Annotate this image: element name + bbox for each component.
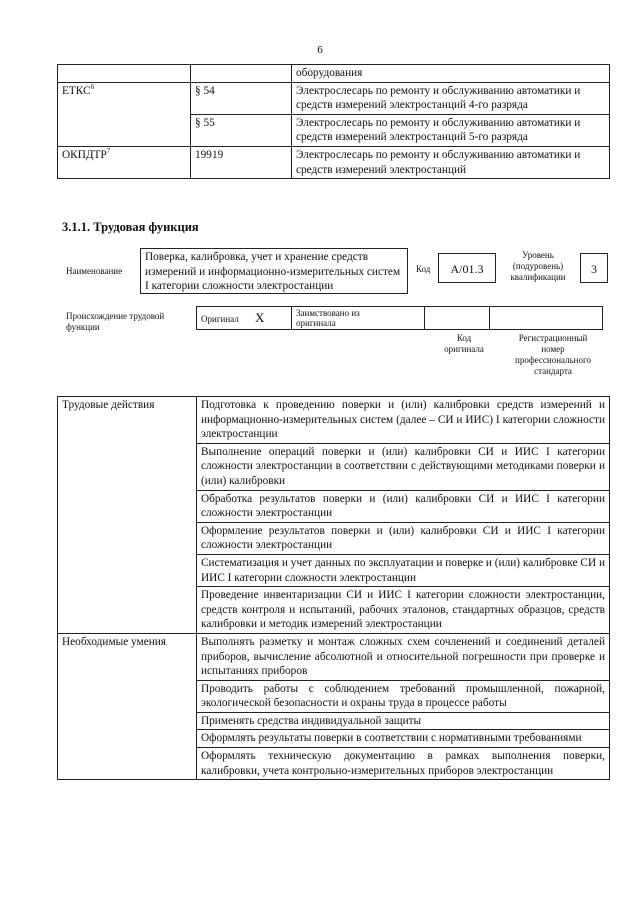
action-item: Подготовка к проведению поверки и (или) калибровки средств измерений и информационно-измерительных систем (далее – СИ и ИИС) I категории сложности электростанции [197,397,610,444]
table-row [197,307,603,330]
action-item: Проведение инвентаризации СИ и ИИС I категории сложности электростанции, средств контроля и испытаний, рабочих эталонов, стандартных образцов, средств калибровки и методик измерений электростанции [197,587,610,634]
table-cell [58,146,191,178]
caption-line: профессионального [515,355,591,365]
table-row [58,397,610,444]
table-cell [58,65,191,83]
table-cell: § 54 [191,82,292,114]
table-row [58,633,610,680]
caption-line: Регистрационный [518,333,588,343]
table-cell: § 55 [191,114,292,146]
page-number: 6 [317,44,323,56]
table-cell: Электрослесарь по ремонту и обслуживанию автоматики и средств измерений электростанций 4-го разряда [292,82,610,114]
doc-name: ЕТКС [62,84,91,97]
level-label-line: Уровень [522,250,554,260]
table-cell: оборудования [292,65,610,83]
table-cell: 19919 [191,146,292,178]
registration-number-cell [490,307,603,330]
labor-function-table [57,396,610,780]
footnote-mark: 6 [90,82,95,91]
skills-label: Необходимые умения [58,633,197,779]
skill-item: Применять средства индивидуальной защиты [197,712,610,730]
table-cell: Электрослесарь по ремонту и обслуживанию автоматики и средств измерений электростанций [292,146,610,178]
borrowed-cell [292,307,425,330]
function-code-box: A/01.3 [438,253,496,283]
skill-item: Оформлять результаты поверки в соответствии с нормативными требованиями [197,730,610,748]
level-label-line: квалификации [510,272,566,282]
section-title: 3.1.1. Трудовая функция [62,220,199,234]
table-cell [58,82,191,146]
action-item: Обработка результатов поверки и (или) калибровки СИ и ИИС I категории сложности электростанции [197,490,610,522]
action-item: Систематизация и учет данных по эксплуатации и поверке и (или) калибровке СИ и ИИС I категории сложности электростанции [197,554,610,586]
origin-label-line: Происхождение трудовой [66,311,165,321]
origin-label [66,311,164,333]
actions-label: Трудовые действия [58,397,197,634]
skill-item: Выполнять разметку и монтаж сложных схем сочленений и соединений деталей приборов, вычисление абсолютной и относительной погрешности при проверке и испытаниях приборов [197,633,610,680]
caption-line: Код [456,333,472,343]
caption-line: оригинала [444,344,484,354]
code-label: Код [416,264,431,274]
action-item: Выполнение операций поверки и (или) калибровки СИ и ИИС I категории сложности электростанции в соответствии с действующими методиками поверки и (или) калибровки [197,443,610,490]
table-row [58,65,610,83]
name-label: Наименование [66,266,123,276]
borrowed-label-line: Заимствовано из [296,308,360,318]
table-cell: Электрослесарь по ремонту и обслуживанию автоматики и средств измерений электростанций 5-го разряда [292,114,610,146]
classification-table [57,64,610,179]
original-label: Оригинал [201,313,239,324]
original-cell [197,307,292,330]
footnote-mark: 7 [106,147,111,156]
level-label-line: (подуровень) [512,261,564,271]
skill-item: Оформлять техническую документацию в рамках выполнения поверки, калибровки, учета контрольно-измерительных приборов электростанции [197,748,610,780]
caption-line: стандарта [534,366,572,376]
caption-line: номер [541,344,565,354]
table-cell [191,65,292,83]
origin-label-line: функции [66,322,100,332]
function-name-box: Поверка, калибровка, учет и хранение средств измерений и информационно-измерительных систем I категории сложности электростанции [140,248,408,294]
table-row [58,146,610,178]
doc-name: ОКПДТР [62,148,107,161]
original-mark: X [254,309,265,325]
borrowed-label-line: оригинала [296,318,336,328]
table-row [58,82,610,114]
origin-table [196,306,603,330]
original-code-caption [432,333,496,355]
skill-item: Проводить работы с соблюдением требований промышленной, пожарной, экологической безопасности и охраны труда в процессе работы [197,680,610,712]
original-code-cell [425,307,490,330]
qualification-level-box: 3 [580,253,608,283]
registration-caption [500,333,606,377]
level-label [500,250,576,283]
action-item: Оформление результатов поверки и (или) калибровки СИ и ИИС I категории сложности электростанции [197,522,610,554]
